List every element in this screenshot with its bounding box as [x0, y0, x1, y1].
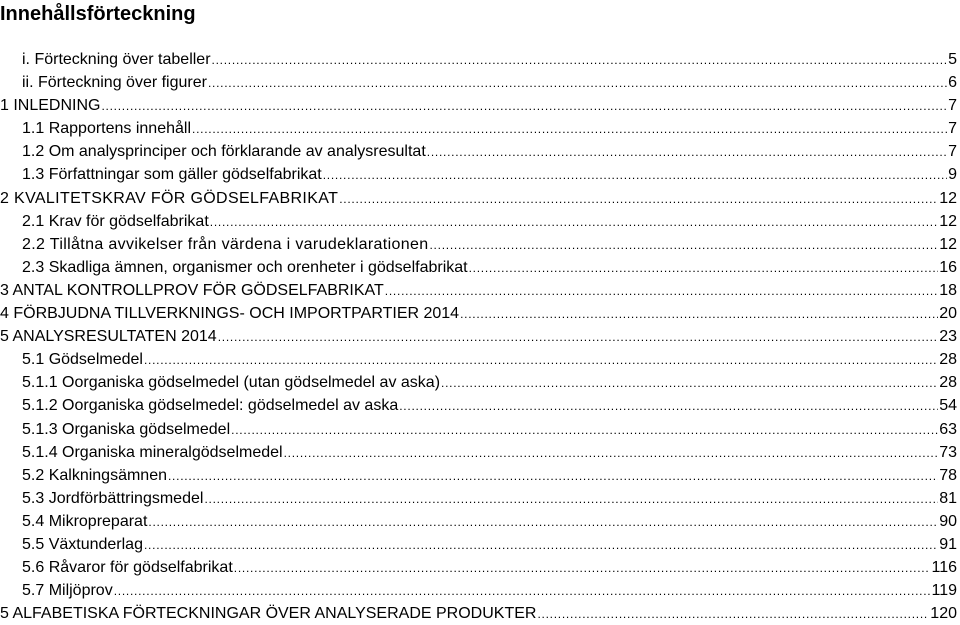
toc-entry-title: 1.3 Författningar som gäller gödselfabrikat [22, 166, 322, 184]
toc-entry-title: 5.1.3 Organiska gödselmedel [22, 420, 231, 438]
toc-entry-page: 7 [948, 120, 957, 138]
toc-entry-title: 1 INLEDNING [0, 97, 101, 115]
toc-list [0, 48, 957, 625]
dot-leader [168, 464, 938, 487]
toc-entry-title: 5.3 Jordförbättringsmedel [22, 489, 204, 507]
toc-entry[interactable] [0, 487, 957, 510]
toc-entry-page: 23 [939, 328, 957, 346]
toc-entry[interactable] [0, 394, 957, 417]
dot-leader [231, 418, 938, 441]
toc-entry-page: 28 [939, 351, 957, 369]
dot-leader [212, 48, 948, 71]
toc-entry[interactable] [0, 302, 957, 325]
toc-entry-page: 81 [939, 489, 957, 507]
dot-leader [192, 117, 947, 140]
toc-entry-page: 12 [939, 189, 957, 207]
dot-leader [234, 556, 931, 579]
toc-entry-title: 3 ANTAL KONTROLLPROV FÖR GÖDSELFABRIKAT [0, 281, 384, 299]
dot-leader [385, 279, 938, 302]
toc-entry-page: 54 [939, 397, 957, 415]
toc-entry[interactable] [0, 140, 957, 163]
toc-entry-page: 63 [939, 420, 957, 438]
toc-entry[interactable] [0, 210, 957, 233]
toc-entry-title: 1.1 Rapportens innehåll [22, 120, 192, 138]
toc-entry-page: 116 [931, 559, 957, 577]
toc-entry-page: 20 [939, 305, 957, 323]
dot-leader [218, 325, 939, 348]
toc-entry-title: 2.3 Skadliga ämnen, organismer och orenheter i gödselfabrikat [22, 258, 468, 276]
dot-leader [399, 394, 938, 417]
toc-entry[interactable] [0, 602, 957, 625]
toc-entry[interactable] [0, 418, 957, 441]
toc-entry-page: 119 [931, 582, 957, 600]
toc-entry[interactable] [0, 163, 957, 186]
toc-entry[interactable] [0, 348, 957, 371]
dot-leader [284, 441, 939, 464]
toc-entry-page: 78 [939, 466, 957, 484]
dot-leader [144, 348, 938, 371]
dot-leader [204, 487, 938, 510]
toc-entry[interactable] [0, 71, 957, 94]
toc-entry-title: 2.1 Krav för gödselfabrikat [22, 212, 209, 230]
toc-entry-page: 5 [948, 51, 957, 68]
toc-entry-page: 7 [948, 143, 957, 161]
toc-entry-page: 16 [939, 258, 957, 276]
dot-leader [323, 163, 947, 186]
toc-entry-title: 5 ANALYSRESULTATEN 2014 [0, 328, 217, 346]
dot-leader [148, 510, 938, 533]
toc-entry-title: 5 ALFABETISKA FÖRTECKNINGAR ÖVER ANALYSERADE PRODUKTER [0, 605, 537, 623]
toc-entry-page: 28 [939, 374, 957, 392]
dot-leader [460, 302, 938, 325]
toc-entry-page: 120 [930, 605, 957, 623]
dot-leader [339, 187, 938, 210]
toc-entry-title: 5.7 Miljöprov [22, 582, 113, 600]
toc-heading: Innehållsförteckning [0, 3, 196, 25]
toc-entry-title: 5.1.2 Oorganiska gödselmedel: gödselmedel av aska [22, 397, 399, 415]
toc-entry-page: 7 [948, 97, 957, 115]
toc-entry-title: 5.1 Gödselmedel [22, 351, 143, 369]
toc-entry-page: 12 [939, 212, 957, 230]
dot-leader [427, 140, 947, 163]
dot-leader [101, 94, 947, 117]
toc-entry-page: 73 [939, 443, 957, 461]
toc-entry-page: 18 [939, 281, 957, 299]
toc-entry[interactable] [0, 579, 957, 602]
toc-entry[interactable] [0, 325, 957, 348]
toc-entry[interactable] [0, 556, 957, 579]
toc-entry[interactable] [0, 256, 957, 279]
toc-entry-page: 6 [948, 74, 957, 92]
toc-entry-title: 5.2 Kalkningsämnen [22, 466, 167, 484]
dot-leader [537, 602, 929, 625]
toc-entry-page: 91 [939, 535, 957, 553]
toc-entry[interactable] [0, 371, 957, 394]
toc-entry-page: 90 [939, 512, 957, 530]
toc-entry[interactable] [0, 233, 957, 256]
toc-entry-title: 2 KVALITETSKRAV FÖR GÖDSELFABRIKAT [0, 189, 339, 207]
toc-entry-title: 4 FÖRBJUDNA TILLVERKNINGS- OCH IMPORTPARTIER 2014 [0, 305, 460, 323]
toc-entry[interactable] [0, 441, 957, 464]
dot-leader [441, 371, 938, 394]
toc-entry-title: 1.2 Om analysprinciper och förklarande av analysresultat [22, 143, 426, 161]
toc-entry-page: 9 [948, 166, 957, 184]
dot-leader [429, 233, 938, 256]
toc-entry-title: i. Förteckning över tabeller [22, 51, 211, 68]
toc-entry[interactable] [0, 48, 957, 71]
toc-entry-title: 5.5 Växtunderlag [22, 535, 143, 553]
toc-entry-title: 5.1.1 Oorganiska gödselmedel (utan gödselmedel av aska) [22, 374, 441, 392]
toc-entry-title: 5.6 Råvaror för gödselfabrikat [22, 559, 233, 577]
toc-entry[interactable] [0, 533, 957, 556]
toc-entry-title: 2.2 Tillåtna avvikelser från värdena i varudeklarationen [22, 235, 429, 253]
toc-entry[interactable] [0, 117, 957, 140]
toc-entry[interactable] [0, 94, 957, 117]
dot-leader [114, 579, 931, 602]
dot-leader [210, 210, 938, 233]
toc-entry-page: 12 [939, 235, 957, 253]
toc-entry-title: 5.4 Mikropreparat [22, 512, 148, 530]
toc-entry-title: 5.1.4 Organiska mineralgödselmedel [22, 443, 283, 461]
toc-entry[interactable] [0, 187, 957, 210]
toc-entry[interactable] [0, 510, 957, 533]
toc-entry[interactable] [0, 464, 957, 487]
toc-entry[interactable] [0, 279, 957, 302]
dot-leader [144, 533, 938, 556]
toc-entry-title: ii. Förteckning över figurer [22, 74, 207, 92]
dot-leader [208, 71, 947, 94]
dot-leader [469, 256, 939, 279]
